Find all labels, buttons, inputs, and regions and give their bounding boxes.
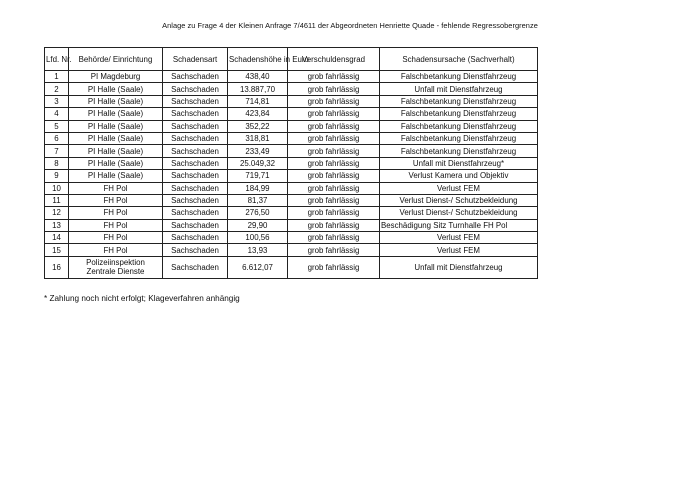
cell-amount: 714,81 [228,95,288,107]
cell-cause: Unfall mit Dienstfahrzeug [380,83,538,95]
cell-amount: 352,22 [228,120,288,132]
table-row [45,244,538,256]
cell-fault: grob fahrlässig [288,256,380,278]
table-row [45,108,538,120]
cell-type: Sachschaden [163,232,228,244]
table-row [45,132,538,144]
cell-amount: 81,37 [228,194,288,206]
header-type: Schadensart [163,48,228,71]
cell-fault: grob fahrlässig [288,232,380,244]
cell-fault: grob fahrlässig [288,83,380,95]
cell-cause: Verlust Dienst-/ Schutzbekleidung [380,207,538,219]
table-row [45,157,538,169]
cell-type: Sachschaden [163,170,228,182]
cell-amount: 719,71 [228,170,288,182]
cell-amount: 318,81 [228,132,288,144]
header-amount: Schadenshöhe in Euro [228,48,288,71]
cell-amount: 29,90 [228,219,288,231]
cell-amount: 25.049,32 [228,157,288,169]
cell-nr: 11 [45,194,69,206]
header-agency: Behörde/ Einrichtung [69,48,163,71]
cell-agency: PI Halle (Saale) [69,120,163,132]
cell-amount: 184,99 [228,182,288,194]
table-row [45,207,538,219]
cell-fault: grob fahrlässig [288,145,380,157]
cell-fault: grob fahrlässig [288,132,380,144]
cell-amount: 6.612,07 [228,256,288,278]
cell-nr: 1 [45,71,69,83]
cell-amount: 438,40 [228,71,288,83]
cell-cause: Falschbetankung Dienstfahrzeug [380,108,538,120]
cell-nr: 7 [45,145,69,157]
cell-fault: grob fahrlässig [288,71,380,83]
cell-agency: FH Pol [69,182,163,194]
header-fault: Verschuldensgrad [288,48,380,71]
cell-cause: Unfall mit Dienstfahrzeug* [380,157,538,169]
cell-fault: grob fahrlässig [288,182,380,194]
cell-agency: FH Pol [69,194,163,206]
cell-amount: 13.887,70 [228,83,288,95]
cell-cause: Unfall mit Dienstfahrzeug [380,256,538,278]
cell-agency: FH Pol [69,244,163,256]
cell-type: Sachschaden [163,145,228,157]
cell-type: Sachschaden [163,157,228,169]
cell-nr: 5 [45,120,69,132]
table-row [45,83,538,95]
cell-fault: grob fahrlässig [288,95,380,107]
cell-amount: 13,93 [228,244,288,256]
table-row [45,120,538,132]
cell-fault: grob fahrlässig [288,120,380,132]
cell-amount: 233,49 [228,145,288,157]
cell-cause: Verlust FEM [380,232,538,244]
table-row [45,71,538,83]
cell-type: Sachschaden [163,120,228,132]
cell-type: Sachschaden [163,219,228,231]
cell-type: Sachschaden [163,83,228,95]
cell-amount: 423,84 [228,108,288,120]
footnote: * Zahlung noch nicht erfolgt; Klageverfahren anhängig [44,294,240,303]
table-row [45,182,538,194]
cell-nr: 6 [45,132,69,144]
cell-cause: Verlust Kamera und Objektiv [380,170,538,182]
cell-nr: 12 [45,207,69,219]
cell-cause: Falschbetankung Dienstfahrzeug [380,132,538,144]
page-title: Anlage zu Frage 4 der Kleinen Anfrage 7/4611 der Abgeordneten Henriette Quade - fehlende Regressobergrenze [162,21,538,30]
table-row [45,194,538,206]
cell-cause: Falschbetankung Dienstfahrzeug [380,120,538,132]
cell-fault: grob fahrlässig [288,170,380,182]
cell-cause: Beschädigung Sitz Turnhalle FH Pol [380,219,538,231]
cell-type: Sachschaden [163,244,228,256]
cell-nr: 9 [45,170,69,182]
cell-type: Sachschaden [163,182,228,194]
cell-fault: grob fahrlässig [288,157,380,169]
cell-type: Sachschaden [163,71,228,83]
cell-type: Sachschaden [163,132,228,144]
cell-agency: PI Halle (Saale) [69,145,163,157]
cell-nr: 8 [45,157,69,169]
cell-cause: Falschbetankung Dienstfahrzeug [380,145,538,157]
cell-agency: FH Pol [69,232,163,244]
cell-nr: 13 [45,219,69,231]
table-row [45,95,538,107]
cell-agency: PI Halle (Saale) [69,95,163,107]
cell-nr: 3 [45,95,69,107]
table-row [45,256,538,278]
damage-table [44,47,538,279]
cell-fault: grob fahrlässig [288,219,380,231]
cell-amount: 100,56 [228,232,288,244]
cell-type: Sachschaden [163,256,228,278]
cell-agency: Polizeiinspektion Zentrale Dienste [69,256,163,278]
table-row [45,219,538,231]
cell-nr: 14 [45,232,69,244]
cell-agency: PI Magdeburg [69,71,163,83]
cell-agency: PI Halle (Saale) [69,132,163,144]
cell-nr: 2 [45,83,69,95]
cell-type: Sachschaden [163,194,228,206]
cell-cause: Verlust FEM [380,244,538,256]
cell-cause: Falschbetankung Dienstfahrzeug [380,95,538,107]
table-header-row [45,48,538,71]
cell-cause: Falschbetankung Dienstfahrzeug [380,71,538,83]
cell-agency: PI Halle (Saale) [69,170,163,182]
cell-agency: PI Halle (Saale) [69,157,163,169]
cell-amount: 276,50 [228,207,288,219]
table-row [45,170,538,182]
cell-fault: grob fahrlässig [288,108,380,120]
cell-cause: Verlust FEM [380,182,538,194]
cell-type: Sachschaden [163,95,228,107]
cell-nr: 15 [45,244,69,256]
table-row [45,145,538,157]
cell-type: Sachschaden [163,108,228,120]
cell-fault: grob fahrlässig [288,194,380,206]
header-nr: Lfd. Nr. [45,48,69,71]
cell-fault: grob fahrlässig [288,207,380,219]
cell-type: Sachschaden [163,207,228,219]
cell-agency: FH Pol [69,219,163,231]
cell-agency: FH Pol [69,207,163,219]
cell-nr: 16 [45,256,69,278]
header-cause: Schadensursache (Sachverhalt) [380,48,538,71]
cell-cause: Verlust Dienst-/ Schutzbekleidung [380,194,538,206]
cell-nr: 10 [45,182,69,194]
cell-nr: 4 [45,108,69,120]
table-row [45,232,538,244]
cell-agency: PI Halle (Saale) [69,108,163,120]
cell-fault: grob fahrlässig [288,244,380,256]
cell-agency: PI Halle (Saale) [69,83,163,95]
